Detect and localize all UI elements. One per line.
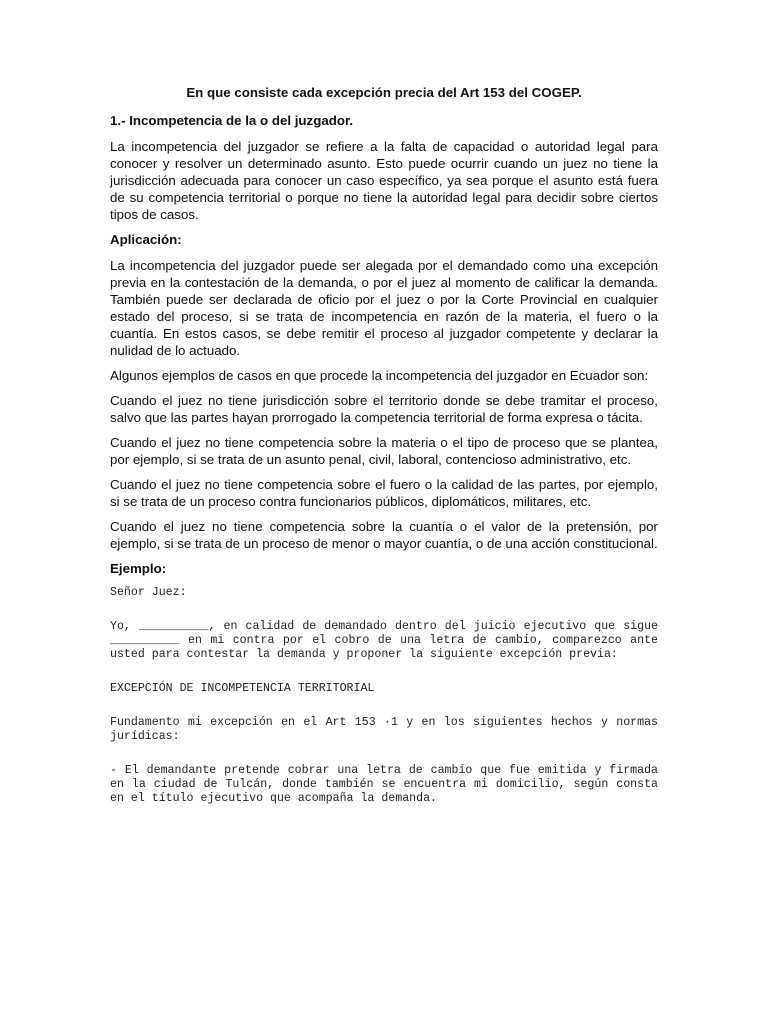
section-heading-incompetencia: 1.- Incompetencia de la o del juzgador. [110, 113, 354, 128]
example-paragraph-2: Fundamento mi excepción en el Art 153 ·1 y en los siguientes hechos y normas jurídicas: [110, 716, 658, 743]
paragraph-aplicacion-4: Cuando el juez no tiene competencia sobre la materia o el tipo de proceso que se plantea, por ejemplo, si se trata de un asunto penal, civil, laboral, contencioso administrativo, etc. [110, 435, 658, 467]
section-heading-aplicacion: Aplicación: [110, 232, 182, 247]
paragraph-aplicacion-3: Cuando el juez no tiene jurisdicción sobre el territorio donde se debe tramitar el proceso, salvo que las partes hayan prorrogado la competencia territorial de forma expresa o tácita. [110, 393, 658, 425]
section-heading-ejemplo: Ejemplo: [110, 561, 167, 576]
example-salutation: Señor Juez: [110, 586, 187, 599]
example-paragraph-1: Yo, __________, en calidad de demandado dentro del juicio ejecutivo que sigue __________ en mi contra por el cobro de una letra de cambio, comparezco ante usted para contestar la demanda y proponer la siguiente excepción previa: [110, 620, 658, 661]
paragraph-aplicacion-1: La incompetencia del juzgador puede ser alegada por el demandado como una excepción previa en la contestación de la demanda, o por el juez al momento de calificar la demanda. También puede ser declarada de oficio por el juez o por la Corte Provincial en cualquier estado del proceso, si se trata de incompetencia en razón de la materia, el fuero o la cuantía. En estos casos, se debe remitir el proceso al juzgador competente y declarar la nulidad de lo actuado. [110, 258, 658, 358]
paragraph-aplicacion-5: Cuando el juez no tiene competencia sobre el fuero o la calidad de las partes, por ejemplo, si se trata de un proceso contra funcionarios públicos, diplomáticos, militares, etc. [110, 477, 658, 509]
paragraph-intro: La incompetencia del juzgador se refiere a la falta de capacidad o autoridad legal para conocer y resolver un determinado asunto. Esto puede ocurrir cuando un juez no tiene la jurisdicción adecuada para conocer un caso específico, ya sea porque el asunto está fuera de su competencia territorial o porque no tiene la autoridad legal para decidir sobre ciertos tipos de casos. [110, 139, 658, 222]
paragraph-aplicacion-2: Algunos ejemplos de casos en que procede la incompetencia del juzgador en Ecuador son: [110, 368, 649, 383]
example-paragraph-3: - El demandante pretende cobrar una letra de cambio que fue emitida y firmada en la ciudad de Tulcán, donde también se encuentra mi domicilio, según consta en el título ejecutivo que acompaña la demanda. [110, 764, 658, 805]
document-title: En que consiste cada excepción precia del Art 153 del COGEP. [186, 85, 582, 100]
paragraph-aplicacion-6: Cuando el juez no tiene competencia sobre la cuantía o el valor de la pretensión, por ejemplo, si se trata de un proceso de menor o mayor cuantía, o de una acción constitucional. [110, 519, 658, 551]
example-exception-title: EXCEPCIÓN DE INCOMPETENCIA TERRITORIAL [110, 682, 375, 695]
